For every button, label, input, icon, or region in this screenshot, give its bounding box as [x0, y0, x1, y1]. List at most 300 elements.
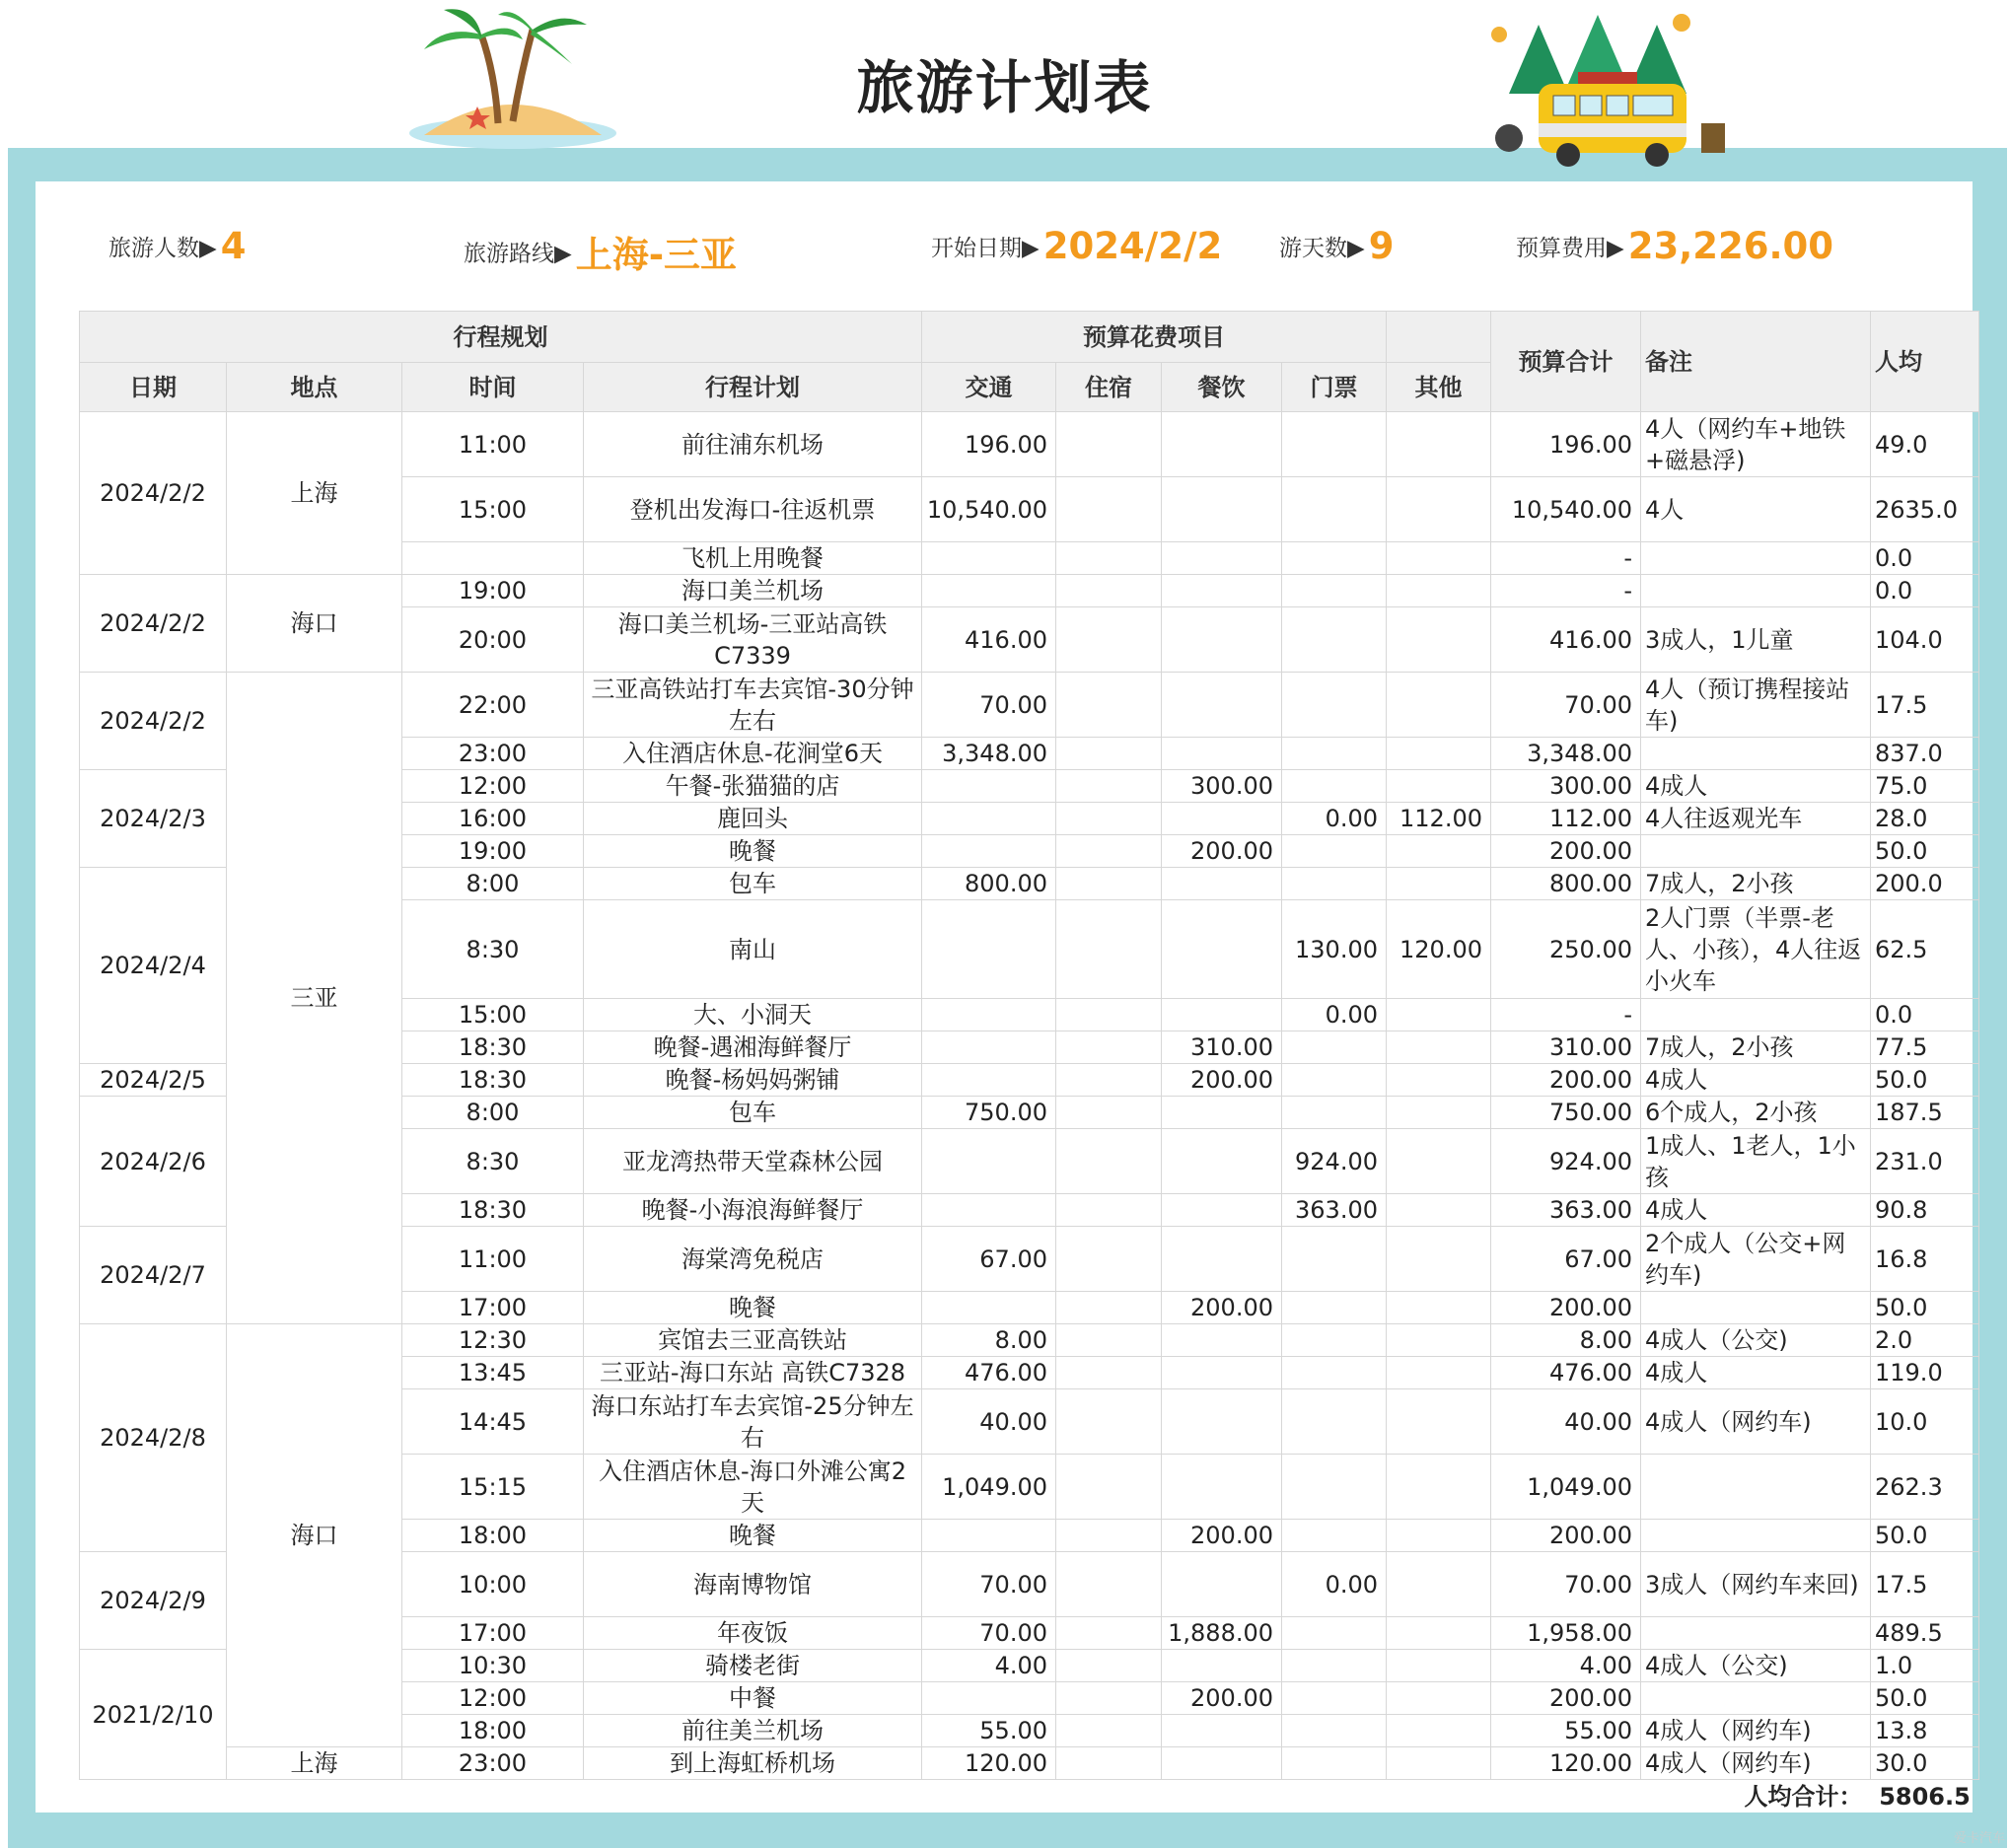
time-cell: 19:00	[402, 575, 584, 607]
lodging-cell	[1056, 1097, 1162, 1129]
per-person-cell: 75.0	[1871, 770, 1979, 803]
budget-value: 23,226.00	[1627, 225, 1834, 267]
note-cell: 4成人（公交)	[1641, 1324, 1871, 1357]
lodging-cell	[1056, 1747, 1162, 1780]
transport-cell: 70.00	[922, 1617, 1056, 1650]
food-cell	[1162, 738, 1282, 770]
transport-cell	[922, 1129, 1056, 1194]
food-cell	[1162, 803, 1282, 835]
ticket-cell	[1282, 770, 1387, 803]
per-person-cell: 2.0	[1871, 1324, 1979, 1357]
other-cell	[1387, 1129, 1491, 1194]
people-value: 4	[220, 225, 247, 267]
time-cell: 11:00	[402, 1227, 584, 1292]
watermark: 爱卡汽车	[1953, 1831, 2005, 1846]
per-person-cell: 119.0	[1871, 1357, 1979, 1389]
other-cell	[1387, 1520, 1491, 1552]
plan-cell: 亚龙湾热带天堂森林公园	[584, 1129, 922, 1194]
other-cell	[1387, 868, 1491, 900]
other-cell	[1387, 542, 1491, 575]
other-cell	[1387, 999, 1491, 1031]
transport-cell	[922, 770, 1056, 803]
lodging-cell	[1056, 477, 1162, 542]
plan-cell: 晚餐-遇湘海鲜餐厅	[584, 1031, 922, 1064]
food-cell	[1162, 1097, 1282, 1129]
other-cell	[1387, 673, 1491, 738]
other-cell	[1387, 1064, 1491, 1097]
budget-info	[1516, 225, 1833, 267]
food-cell	[1162, 542, 1282, 575]
plan-cell: 晚餐	[584, 835, 922, 868]
lodging-cell	[1056, 1292, 1162, 1324]
lodging-cell	[1056, 803, 1162, 835]
ticket-cell	[1282, 1324, 1387, 1357]
time-cell: 8:00	[402, 868, 584, 900]
date-cell: 2024/2/4	[80, 868, 227, 1064]
per-person-cell: 231.0	[1871, 1129, 1979, 1194]
plan-cell: 南山	[584, 900, 922, 999]
total-cell: 3,348.00	[1491, 738, 1641, 770]
total-cell: 196.00	[1491, 412, 1641, 477]
header-plan: 行程计划	[584, 363, 922, 412]
note-cell: 7成人，2小孩	[1641, 868, 1871, 900]
header-food: 餐饮	[1162, 363, 1282, 412]
time-cell	[402, 542, 584, 575]
ticket-cell	[1282, 1520, 1387, 1552]
transport-cell	[922, 835, 1056, 868]
route-label: 旅游路线▶	[464, 241, 572, 267]
note-cell	[1641, 1292, 1871, 1324]
ticket-cell: 130.00	[1282, 900, 1387, 999]
transport-cell: 40.00	[922, 1389, 1056, 1455]
per-person-cell: 262.3	[1871, 1455, 1979, 1520]
transport-cell	[922, 575, 1056, 607]
per-person-cell: 1.0	[1871, 1650, 1979, 1682]
food-cell: 200.00	[1162, 1520, 1282, 1552]
note-cell: 4成人（网约车)	[1641, 1389, 1871, 1455]
total-cell: 200.00	[1491, 1064, 1641, 1097]
time-cell: 16:00	[402, 803, 584, 835]
plan-cell: 海口东站打车去宾馆-25分钟左右	[584, 1389, 922, 1455]
plan-cell: 鹿回头	[584, 803, 922, 835]
table-row	[80, 673, 1979, 738]
total-cell: 200.00	[1491, 1292, 1641, 1324]
total-cell: 476.00	[1491, 1357, 1641, 1389]
plan-cell: 登机出发海口-往返机票	[584, 477, 922, 542]
total-cell: 10,540.00	[1491, 477, 1641, 542]
date-cell: 2021/2/10	[80, 1650, 227, 1780]
place-cell: 海口	[227, 1324, 402, 1747]
food-cell	[1162, 1715, 1282, 1747]
total-cell: 120.00	[1491, 1747, 1641, 1780]
plan-cell: 晚餐-小海浪海鲜餐厅	[584, 1194, 922, 1227]
food-cell	[1162, 1552, 1282, 1617]
ticket-cell	[1282, 868, 1387, 900]
time-cell: 23:00	[402, 738, 584, 770]
note-cell: 4人（网约车+地铁+磁悬浮)	[1641, 412, 1871, 477]
lodging-cell	[1056, 900, 1162, 999]
ticket-cell	[1282, 1715, 1387, 1747]
other-cell	[1387, 1552, 1491, 1617]
per-person-cell: 0.0	[1871, 999, 1979, 1031]
header-total: 预算合计	[1491, 312, 1641, 412]
itinerary-table	[79, 311, 1979, 1813]
lodging-cell	[1056, 542, 1162, 575]
other-cell	[1387, 575, 1491, 607]
time-cell: 15:00	[402, 999, 584, 1031]
lodging-cell	[1056, 1650, 1162, 1682]
total-cell: 800.00	[1491, 868, 1641, 900]
food-cell: 200.00	[1162, 1064, 1282, 1097]
note-cell: 6个成人，2小孩	[1641, 1097, 1871, 1129]
other-cell	[1387, 1324, 1491, 1357]
transport-cell: 416.00	[922, 607, 1056, 673]
transport-cell	[922, 1682, 1056, 1715]
plan-cell: 海口美兰机场-三亚站高铁C7339	[584, 607, 922, 673]
table-row	[80, 1747, 1979, 1780]
per-person-cell: 50.0	[1871, 1292, 1979, 1324]
transport-cell	[922, 803, 1056, 835]
plan-cell: 入住酒店休息-花涧堂6天	[584, 738, 922, 770]
ticket-cell	[1282, 1455, 1387, 1520]
other-cell	[1387, 738, 1491, 770]
food-cell	[1162, 607, 1282, 673]
lodging-cell	[1056, 835, 1162, 868]
date-cell: 2024/2/7	[80, 1227, 227, 1324]
date-cell: 2024/2/2	[80, 575, 227, 673]
lodging-cell	[1056, 412, 1162, 477]
lodging-cell	[1056, 1357, 1162, 1389]
lodging-cell	[1056, 1455, 1162, 1520]
per-person-cell: 17.5	[1871, 1552, 1979, 1617]
total-cell: 310.00	[1491, 1031, 1641, 1064]
transport-cell: 55.00	[922, 1715, 1056, 1747]
time-cell: 11:00	[402, 412, 584, 477]
transport-cell: 70.00	[922, 1552, 1056, 1617]
per-person-cell: 62.5	[1871, 900, 1979, 999]
ticket-cell	[1282, 1617, 1387, 1650]
plan-cell: 宾馆去三亚高铁站	[584, 1324, 922, 1357]
total-cell: 200.00	[1491, 1682, 1641, 1715]
note-cell	[1641, 575, 1871, 607]
table-row	[80, 412, 1979, 477]
note-cell: 2个成人（公交+网约车)	[1641, 1227, 1871, 1292]
plan-cell: 包车	[584, 868, 922, 900]
per-person-cell: 90.8	[1871, 1194, 1979, 1227]
note-cell: 2人门票（半票-老人、小孩），4人往返小火车	[1641, 900, 1871, 999]
total-cell: 70.00	[1491, 1552, 1641, 1617]
ticket-cell	[1282, 1650, 1387, 1682]
other-cell	[1387, 1097, 1491, 1129]
time-cell: 14:45	[402, 1389, 584, 1455]
per-person-cell: 17.5	[1871, 673, 1979, 738]
transport-cell	[922, 542, 1056, 575]
total-cell: 1,049.00	[1491, 1455, 1641, 1520]
lodging-cell	[1056, 673, 1162, 738]
lodging-cell	[1056, 1129, 1162, 1194]
food-cell	[1162, 1227, 1282, 1292]
food-cell	[1162, 1455, 1282, 1520]
header-transport: 交通	[922, 363, 1056, 412]
per-person-cell: 49.0	[1871, 412, 1979, 477]
per-person-cell: 187.5	[1871, 1097, 1979, 1129]
note-cell	[1641, 542, 1871, 575]
per-person-total-label: 人均合计：	[1744, 1782, 1863, 1811]
header-ticket: 门票	[1282, 363, 1387, 412]
ticket-cell	[1282, 575, 1387, 607]
ticket-cell	[1282, 673, 1387, 738]
plan-cell: 中餐	[584, 1682, 922, 1715]
food-cell	[1162, 477, 1282, 542]
lodging-cell	[1056, 1064, 1162, 1097]
food-cell: 200.00	[1162, 1292, 1282, 1324]
plan-cell: 飞机上用晚餐	[584, 542, 922, 575]
transport-cell: 10,540.00	[922, 477, 1056, 542]
other-cell	[1387, 1194, 1491, 1227]
total-cell: 924.00	[1491, 1129, 1641, 1194]
note-cell	[1641, 1455, 1871, 1520]
days-value: 9	[1368, 225, 1395, 267]
start-date-label: 开始日期▶	[931, 236, 1040, 261]
food-cell	[1162, 1389, 1282, 1455]
place-cell: 上海	[227, 412, 402, 575]
food-cell	[1162, 868, 1282, 900]
lodging-cell	[1056, 1324, 1162, 1357]
total-cell: -	[1491, 575, 1641, 607]
note-cell: 4人（预订携程接站车)	[1641, 673, 1871, 738]
per-person-cell: 200.0	[1871, 868, 1979, 900]
note-cell: 4成人	[1641, 1194, 1871, 1227]
per-person-cell: 28.0	[1871, 803, 1979, 835]
time-cell: 17:00	[402, 1617, 584, 1650]
table-row	[80, 575, 1979, 607]
place-cell: 三亚	[227, 673, 402, 1324]
time-cell: 12:00	[402, 1682, 584, 1715]
ticket-cell: 924.00	[1282, 1129, 1387, 1194]
plan-cell: 前往浦东机场	[584, 412, 922, 477]
header-date: 日期	[80, 363, 227, 412]
food-cell: 1,888.00	[1162, 1617, 1282, 1650]
lodging-cell	[1056, 770, 1162, 803]
header-time: 时间	[402, 363, 584, 412]
date-cell: 2024/2/9	[80, 1552, 227, 1650]
lodging-cell	[1056, 1031, 1162, 1064]
time-cell: 10:30	[402, 1650, 584, 1682]
plan-cell: 三亚站-海口东站 高铁C7328	[584, 1357, 922, 1389]
time-cell: 10:00	[402, 1552, 584, 1617]
transport-cell: 750.00	[922, 1097, 1056, 1129]
ticket-cell: 0.00	[1282, 1552, 1387, 1617]
per-person-cell: 50.0	[1871, 1064, 1979, 1097]
plan-cell: 午餐-张猫猫的店	[584, 770, 922, 803]
other-cell	[1387, 1389, 1491, 1455]
lodging-cell	[1056, 999, 1162, 1031]
food-cell	[1162, 1194, 1282, 1227]
food-cell	[1162, 1129, 1282, 1194]
total-cell: 1,958.00	[1491, 1617, 1641, 1650]
ticket-cell	[1282, 1747, 1387, 1780]
time-cell: 8:30	[402, 1129, 584, 1194]
other-cell	[1387, 1715, 1491, 1747]
time-cell: 15:15	[402, 1455, 584, 1520]
total-cell: 416.00	[1491, 607, 1641, 673]
note-cell: 4人往返观光车	[1641, 803, 1871, 835]
group-header-budget: 预算花费项目	[922, 312, 1387, 363]
note-cell	[1641, 999, 1871, 1031]
food-cell	[1162, 1324, 1282, 1357]
per-person-cell: 50.0	[1871, 1682, 1979, 1715]
per-person-cell: 10.0	[1871, 1389, 1979, 1455]
people-label: 旅游人数▶	[108, 236, 217, 261]
plan-cell: 骑楼老街	[584, 1650, 922, 1682]
total-cell: -	[1491, 999, 1641, 1031]
per-person-cell: 837.0	[1871, 738, 1979, 770]
food-cell	[1162, 673, 1282, 738]
plan-cell: 海口美兰机场	[584, 575, 922, 607]
ticket-cell	[1282, 1682, 1387, 1715]
header-place: 地点	[227, 363, 402, 412]
days-info	[1279, 225, 1394, 267]
other-cell	[1387, 1357, 1491, 1389]
ticket-cell	[1282, 1357, 1387, 1389]
transport-cell	[922, 1292, 1056, 1324]
other-cell	[1387, 1650, 1491, 1682]
note-cell	[1641, 835, 1871, 868]
transport-cell: 4.00	[922, 1650, 1056, 1682]
time-cell: 18:30	[402, 1031, 584, 1064]
food-cell	[1162, 900, 1282, 999]
other-cell	[1387, 1455, 1491, 1520]
note-cell: 4成人	[1641, 1064, 1871, 1097]
time-cell: 8:30	[402, 900, 584, 999]
note-cell: 4成人	[1641, 1357, 1871, 1389]
note-cell	[1641, 1682, 1871, 1715]
time-cell: 17:00	[402, 1292, 584, 1324]
ticket-cell: 0.00	[1282, 999, 1387, 1031]
food-cell	[1162, 575, 1282, 607]
other-cell	[1387, 412, 1491, 477]
time-cell: 20:00	[402, 607, 584, 673]
ticket-cell	[1282, 1097, 1387, 1129]
per-person-cell: 0.0	[1871, 542, 1979, 575]
footer-spacer	[80, 1780, 1641, 1813]
total-cell: 200.00	[1491, 1520, 1641, 1552]
food-cell: 310.00	[1162, 1031, 1282, 1064]
total-cell: 67.00	[1491, 1227, 1641, 1292]
other-cell	[1387, 1682, 1491, 1715]
transport-cell: 120.00	[922, 1747, 1056, 1780]
food-cell: 200.00	[1162, 1682, 1282, 1715]
time-cell: 8:00	[402, 1097, 584, 1129]
lodging-cell	[1056, 607, 1162, 673]
plan-cell: 海棠湾免税店	[584, 1227, 922, 1292]
plan-cell: 晚餐	[584, 1292, 922, 1324]
table-row	[80, 1324, 1979, 1357]
transport-cell	[922, 900, 1056, 999]
budget-label: 预算费用▶	[1516, 236, 1624, 261]
note-cell	[1641, 738, 1871, 770]
time-cell: 19:00	[402, 835, 584, 868]
ticket-cell: 363.00	[1282, 1194, 1387, 1227]
other-cell	[1387, 1747, 1491, 1780]
per-person-cell: 30.0	[1871, 1747, 1979, 1780]
plan-cell: 年夜饭	[584, 1617, 922, 1650]
total-cell: 55.00	[1491, 1715, 1641, 1747]
per-person-cell: 50.0	[1871, 1520, 1979, 1552]
time-cell: 18:00	[402, 1520, 584, 1552]
lodging-cell	[1056, 1227, 1162, 1292]
start-date-info	[931, 225, 1222, 267]
per-person-cell: 77.5	[1871, 1031, 1979, 1064]
ticket-cell	[1282, 1292, 1387, 1324]
group-header-itinerary: 行程规划	[80, 312, 922, 363]
lodging-cell	[1056, 738, 1162, 770]
transport-cell: 196.00	[922, 412, 1056, 477]
transport-cell: 3,348.00	[922, 738, 1056, 770]
lodging-cell	[1056, 868, 1162, 900]
page-title: 旅游计划表	[856, 54, 1153, 121]
per-person-cell: 50.0	[1871, 835, 1979, 868]
total-cell: 112.00	[1491, 803, 1641, 835]
total-cell: 8.00	[1491, 1324, 1641, 1357]
transport-cell	[922, 1064, 1056, 1097]
lodging-cell	[1056, 1715, 1162, 1747]
plan-cell: 晚餐	[584, 1520, 922, 1552]
total-cell: 40.00	[1491, 1389, 1641, 1455]
transport-cell	[922, 999, 1056, 1031]
per-person-cell: 2635.0	[1871, 477, 1979, 542]
time-cell: 13:45	[402, 1357, 584, 1389]
note-cell: 7成人，2小孩	[1641, 1031, 1871, 1064]
plan-cell: 晚餐-杨妈妈粥铺	[584, 1064, 922, 1097]
other-cell	[1387, 1031, 1491, 1064]
transport-cell: 67.00	[922, 1227, 1056, 1292]
note-cell: 4人	[1641, 477, 1871, 542]
plan-cell: 海南博物馆	[584, 1552, 922, 1617]
lodging-cell	[1056, 575, 1162, 607]
date-cell: 2024/2/8	[80, 1324, 227, 1552]
ticket-cell	[1282, 835, 1387, 868]
other-cell	[1387, 477, 1491, 542]
time-cell: 15:00	[402, 477, 584, 542]
other-cell: 112.00	[1387, 803, 1491, 835]
total-cell: 300.00	[1491, 770, 1641, 803]
ticket-cell	[1282, 542, 1387, 575]
time-cell: 18:30	[402, 1194, 584, 1227]
ticket-cell	[1282, 607, 1387, 673]
other-cell	[1387, 1227, 1491, 1292]
total-cell: 200.00	[1491, 835, 1641, 868]
place-cell: 海口	[227, 575, 402, 673]
per-person-cell: 0.0	[1871, 575, 1979, 607]
total-cell: 250.00	[1491, 900, 1641, 999]
food-cell	[1162, 412, 1282, 477]
start-date-value: 2024/2/2	[1042, 225, 1223, 267]
total-cell: -	[1491, 542, 1641, 575]
note-cell: 4成人（网约车)	[1641, 1747, 1871, 1780]
note-cell: 4成人（公交)	[1641, 1650, 1871, 1682]
date-cell: 2024/2/5	[80, 1064, 227, 1097]
food-cell: 200.00	[1162, 835, 1282, 868]
route-info	[464, 225, 737, 278]
days-label: 游天数▶	[1279, 236, 1365, 261]
per-person-cell: 489.5	[1871, 1617, 1979, 1650]
plan-cell: 入住酒店休息-海口外滩公寓2天	[584, 1455, 922, 1520]
header-lodging: 住宿	[1056, 363, 1162, 412]
other-cell	[1387, 770, 1491, 803]
total-cell: 70.00	[1491, 673, 1641, 738]
per-person-cell: 104.0	[1871, 607, 1979, 673]
